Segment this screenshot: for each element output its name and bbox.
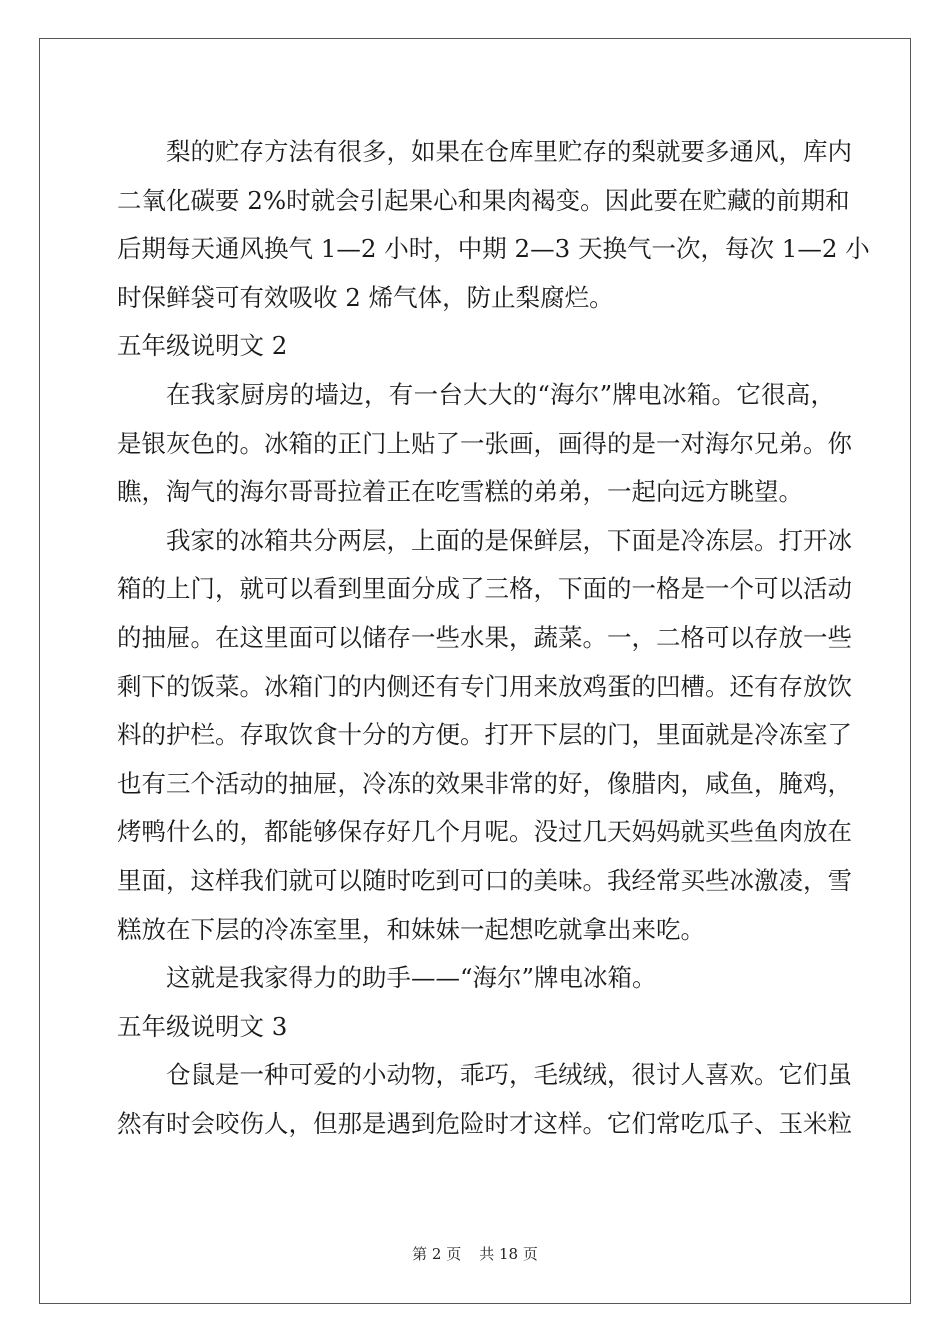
text-line-10: 箱的上门，就可以看到里面分成了三格，下面的一格是一个可以活动 — [117, 574, 852, 604]
text-line-16: 里面，这样我们就可以随时吃到可口的美味。我经常买些冰激凌，雪 — [117, 865, 852, 895]
text-line-1: 梨的贮存方法有很多，如果在仓库里贮存的梨就要多通风，库内 — [166, 137, 852, 166]
page-number: 第 2 页 — [412, 1245, 462, 1263]
text-line-18: 这就是我家得力的助手——“海尔”牌电冰箱。 — [166, 963, 657, 993]
text-line-7: 是银灰色的。冰箱的正门上贴了一张画，画得的是一对海尔兄弟。你 — [117, 428, 852, 458]
text-line-21: 然有时会咬伤人，但那是遇到危险时才这样。它们常吃瓜子、玉米粒 — [117, 1108, 852, 1138]
text-line-11: 的抽屉。在这里面可以储存一些水果，蔬菜。一，二格可以存放一些 — [117, 622, 852, 652]
text-line-14: 也有三个活动的抽屉，冷冻的效果非常的好，像腊肉，咸鱼，腌鸡， — [117, 768, 852, 798]
text-line-12: 剩下的饭菜。冰箱门的内侧还有专门用来放鸡蛋的凹槽。还有存放饮 — [117, 671, 852, 701]
text-line-20: 仓鼠是一种可爱的小动物，乖巧，毛绒绒，很讨人喜欢。它们虽 — [166, 1060, 852, 1090]
text-line-8: 瞧，淘气的海尔哥哥拉着正在吃雪糕的弟弟，一起向远方眺望。 — [117, 477, 803, 507]
text-line-2: 二氧化碳要 2%时就会引起果心和果肉褐变。因此要在贮藏的前期和 — [117, 185, 850, 215]
document-body — [117, 128, 870, 1148]
text-line-15: 烤鸭什么的，都能够保存好几个月呢。没过几天妈妈就买些鱼肉放在 — [117, 817, 852, 847]
section-heading-3: 五年级说明文 3 — [117, 1011, 288, 1041]
text-line-4: 时保鲜袋可有效吸收 2 烯气体，防止梨腐烂。 — [117, 282, 614, 312]
page-total: 共 18 页 — [479, 1245, 538, 1263]
text-line-13: 料的护栏。存取饮食十分的方便。打开下层的门，里面就是冷冻室了 — [117, 720, 852, 750]
text-line-3: 后期每天通风换气 1—2 小时，中期 2—3 天换气一次，每次 1—2 小 — [117, 234, 870, 264]
page-footer — [0, 1244, 950, 1264]
text-line-17: 糕放在下层的冷冻室里，和妹妹一起想吃就拿出来吃。 — [117, 914, 705, 944]
text-line-6: 在我家厨房的墙边，有一台大大的“海尔”牌电冰箱。它很高， — [166, 379, 835, 409]
section-heading-2: 五年级说明文 2 — [117, 331, 288, 361]
text-line-9: 我家的冰箱共分两层，上面的是保鲜层，下面是冷冻层。打开冰 — [166, 525, 852, 555]
